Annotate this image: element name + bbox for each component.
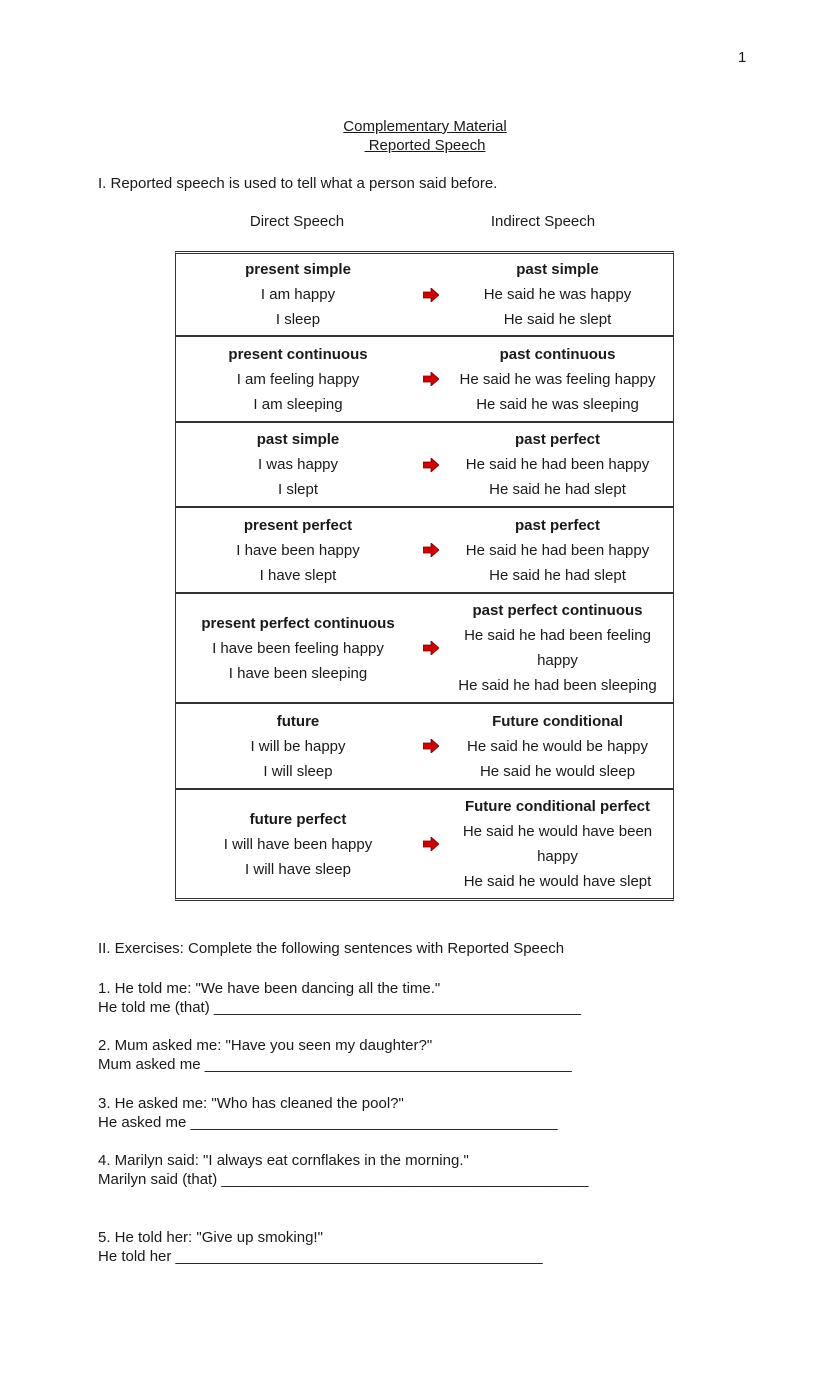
indirect-tense-name: past perfect — [514, 431, 601, 448]
direct-example: I sleep — [275, 311, 321, 328]
direct-example: I have been sleeping — [228, 664, 368, 682]
exercise-4 — [98, 1151, 588, 1189]
indirect-speech-cell — [442, 427, 673, 502]
direct-example: I have been feeling happy — [212, 639, 384, 657]
tense-row — [176, 254, 673, 337]
direct-example: I am feeling happy — [236, 370, 360, 388]
tense-row — [176, 508, 673, 594]
indirect-example: He said he was happy — [483, 286, 632, 303]
tense-row — [176, 594, 673, 704]
direct-speech-cell — [176, 611, 420, 686]
exercise-question: 1. He told me: "We have been dancing all the time." — [98, 980, 441, 997]
direct-tense-name: past simple — [256, 431, 340, 448]
exercise-answer-line[interactable]: He told me (that) ____________________________________________ — [98, 999, 581, 1016]
indirect-example: He said he would have been happy — [462, 823, 653, 865]
header-direct-speech: Direct Speech — [249, 213, 345, 230]
direct-speech-cell — [176, 807, 420, 882]
direct-example: I am happy — [260, 286, 336, 303]
indirect-speech-cell — [442, 709, 673, 784]
direct-example: I was happy — [257, 456, 339, 473]
indirect-example: He said he slept — [503, 311, 612, 328]
direct-example: I have slept — [259, 566, 337, 584]
indirect-example: He said he was feeling happy — [459, 370, 656, 388]
arrow-right-icon — [420, 543, 442, 557]
header-indirect-speech: Indirect Speech — [490, 213, 596, 230]
exercise-answer-line[interactable]: He told her ____________________________________________ — [98, 1248, 543, 1265]
direct-tense-name: present perfect continuous — [201, 614, 395, 632]
exercise-question: 5. He told her: "Give up smoking!" — [98, 1229, 323, 1246]
direct-tense-name: future perfect — [249, 810, 347, 828]
indirect-example: He said he had slept — [489, 481, 626, 498]
indirect-example: He said he would be happy — [467, 737, 648, 755]
direct-example: I will have sleep — [245, 860, 351, 878]
exercise-2 — [98, 1036, 572, 1074]
exercises-heading: II. Exercises: Complete the following sentences with Reported Speech — [98, 940, 565, 957]
direct-speech-cell — [176, 427, 420, 502]
exercise-5 — [98, 1228, 543, 1266]
indirect-tense-name: past simple — [516, 261, 599, 278]
direct-speech-cell — [176, 257, 420, 332]
page-subtitle: Reported Speech — [364, 137, 486, 154]
indirect-example: He said he had been happy — [465, 456, 650, 473]
intro-text: I. Reported speech is used to tell what a person said before. — [98, 175, 498, 192]
exercise-3 — [98, 1094, 558, 1132]
arrow-right-icon — [420, 837, 442, 851]
tense-row — [176, 790, 673, 898]
exercise-question: 4. Marilyn said: "I always eat cornflakes in the morning." — [98, 1152, 469, 1169]
direct-speech-cell — [176, 342, 420, 417]
indirect-tense-name: Future conditional — [492, 712, 623, 730]
indirect-tense-name: past continuous — [499, 345, 616, 363]
exercise-question: 3. He asked me: "Who has cleaned the pool?" — [98, 1095, 404, 1112]
indirect-speech-cell — [442, 513, 673, 588]
indirect-example: He said he was sleeping — [476, 395, 639, 413]
exercise-answer-line[interactable]: He asked me ____________________________________________ — [98, 1114, 558, 1131]
tense-row — [176, 423, 673, 508]
arrow-right-icon — [420, 641, 442, 655]
tense-row — [176, 337, 673, 423]
direct-speech-cell — [176, 709, 420, 784]
indirect-speech-cell — [442, 598, 673, 698]
arrow-right-icon — [420, 288, 442, 302]
arrow-right-icon — [420, 739, 442, 753]
direct-tense-name: present simple — [245, 261, 351, 278]
indirect-example: He said he had been sleeping — [458, 677, 657, 694]
direct-example: I am sleeping — [253, 395, 343, 413]
direct-tense-name: future — [276, 712, 320, 730]
exercise-answer-line[interactable]: Marilyn said (that) ____________________________________________ — [98, 1171, 589, 1188]
direct-tense-name: present continuous — [228, 345, 368, 363]
indirect-tense-name: past perfect continuous — [472, 602, 643, 619]
direct-example: I will be happy — [250, 737, 346, 755]
page-number: 1 — [738, 49, 747, 66]
indirect-tense-name: past perfect — [514, 516, 601, 534]
exercise-question: 2. Mum asked me: "Have you seen my daughter?" — [98, 1037, 433, 1054]
tense-row — [176, 704, 673, 790]
direct-example: I have been happy — [236, 541, 360, 559]
arrow-right-icon — [420, 372, 442, 386]
page-title: Complementary Material — [343, 118, 507, 135]
indirect-example: He said he would sleep — [479, 762, 636, 780]
direct-example: I will sleep — [263, 762, 333, 780]
direct-speech-cell — [176, 513, 420, 588]
direct-example: I slept — [277, 481, 319, 498]
exercise-answer-line[interactable]: Mum asked me ____________________________________________ — [98, 1056, 572, 1073]
indirect-example: He said he would have slept — [463, 873, 652, 890]
indirect-example: He said he had been feeling happy — [464, 627, 651, 669]
indirect-speech-cell — [442, 342, 673, 417]
indirect-tense-name: Future conditional perfect — [464, 798, 650, 815]
indirect-speech-cell — [442, 794, 673, 894]
indirect-example: He said he had been happy — [465, 541, 650, 559]
direct-example: I will have been happy — [223, 835, 373, 853]
indirect-example: He said he had slept — [489, 566, 626, 584]
arrow-right-icon — [420, 458, 442, 472]
exercise-1 — [98, 979, 581, 1017]
tense-table — [175, 251, 674, 901]
direct-tense-name: present perfect — [243, 516, 353, 534]
indirect-speech-cell — [442, 257, 673, 332]
